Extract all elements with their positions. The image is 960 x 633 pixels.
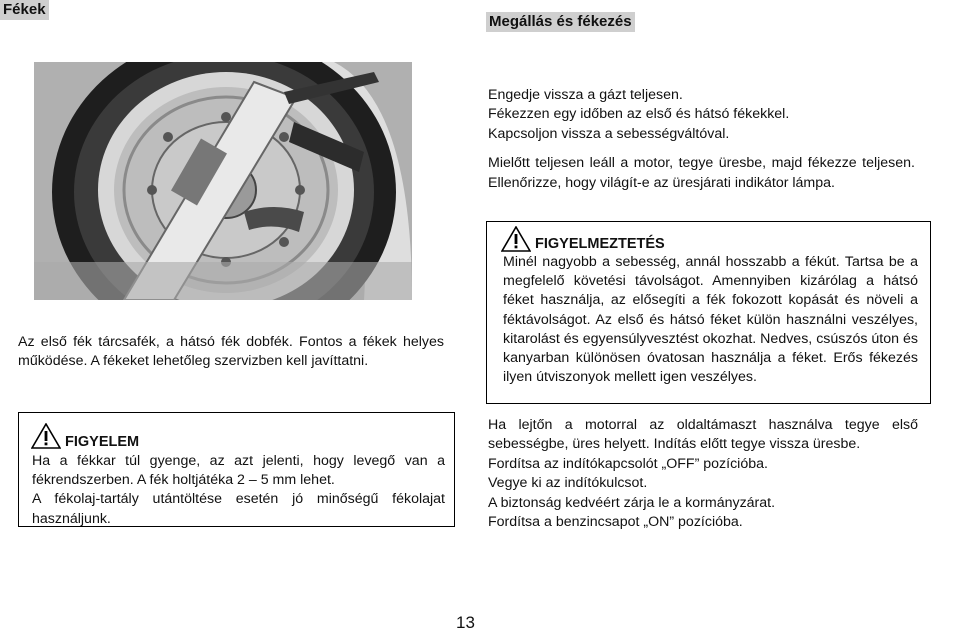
section-title-brakes: Fékek xyxy=(0,0,49,20)
instruction-line: Fordítsa az indítókapcsolót „OFF” pozícióba. xyxy=(488,455,768,472)
instruction-line: Fordítsa a benzincsapot „ON” pozícióba. xyxy=(488,514,743,531)
stopping-instructions xyxy=(488,86,915,193)
warning-body: Minél nagyobb a sebesség, annál hosszabb a fékút. Tartsa be a megfelelő követési távolságot. Amennyiben kizárólag a hátsó féket használja, az elősegíti a fék fokozott kopását és növeli a féktávolságot. Az első és hátsó féket külön használni veszélyes, kitarolást és egyensúlyvesztést okozhat. Nedves, csúszós úton és kanyarban különösen óvatosan használja a féket. Erős fékezés ilyen útviszonyok mellett igen veszélyes. xyxy=(503,254,918,386)
warning-line: Ha a fékkar túl gyenge, az azt jelenti, hogy levegő van a fékrendszerben. A fék holtjátéka 2 – 5 mm lehet. xyxy=(32,453,445,489)
warning-title: FIGYELMEZTETÉS xyxy=(535,236,665,252)
warning-triangle-icon xyxy=(501,226,531,252)
warning-box-figyelmeztetes xyxy=(486,221,931,404)
instruction-paragraph: Mielőtt teljesen leáll a motor, tegye üresbe, majd fékezze teljesen. Ellenőrizze, hogy világít-e az üresjárati indikátor lámpa. xyxy=(488,155,915,191)
instruction-line: A biztonság kedvéért zárja le a kormányzárat. xyxy=(488,494,776,511)
motorcycle-front-wheel-brake-photo xyxy=(34,62,412,300)
warning-line: A fékolaj-tartály utántöltése esetén jó minőségű fékolajat használjunk. xyxy=(32,491,445,527)
section-title-stopping: Megállás és fékezés xyxy=(486,12,635,32)
parking-instructions xyxy=(488,416,918,532)
warning-title: FIGYELEM xyxy=(65,434,140,450)
brake-photo-drawing xyxy=(34,62,412,300)
instruction-line: Engedje vissza a gázt teljesen. xyxy=(488,87,683,103)
instruction-line: Fékezzen egy időben az első és hátsó fékekkel. xyxy=(488,106,790,123)
instruction-line: Kapcsoljon vissza a sebességváltóval. xyxy=(488,125,730,142)
warning-triangle-icon xyxy=(31,423,61,449)
caption-text: Az első fék tárcsafék, a hátsó fék dobfék. Fontos a fékek helyes működése. A fékeket lehetőleg szervizben kell javíttatni. xyxy=(18,334,444,370)
page-number: 13 xyxy=(456,613,475,632)
warning-box-figyelem xyxy=(18,412,455,527)
warning-body xyxy=(32,452,445,529)
instruction-line: Vegye ki az indítókulcsot. xyxy=(488,475,648,492)
instruction-paragraph: Ha lejtőn a motorral az oldaltámaszt használva tegye első sebességbe, üres helyett. Indítás előtt tegye vissza üresbe. xyxy=(488,417,918,453)
photo-caption xyxy=(18,333,444,372)
